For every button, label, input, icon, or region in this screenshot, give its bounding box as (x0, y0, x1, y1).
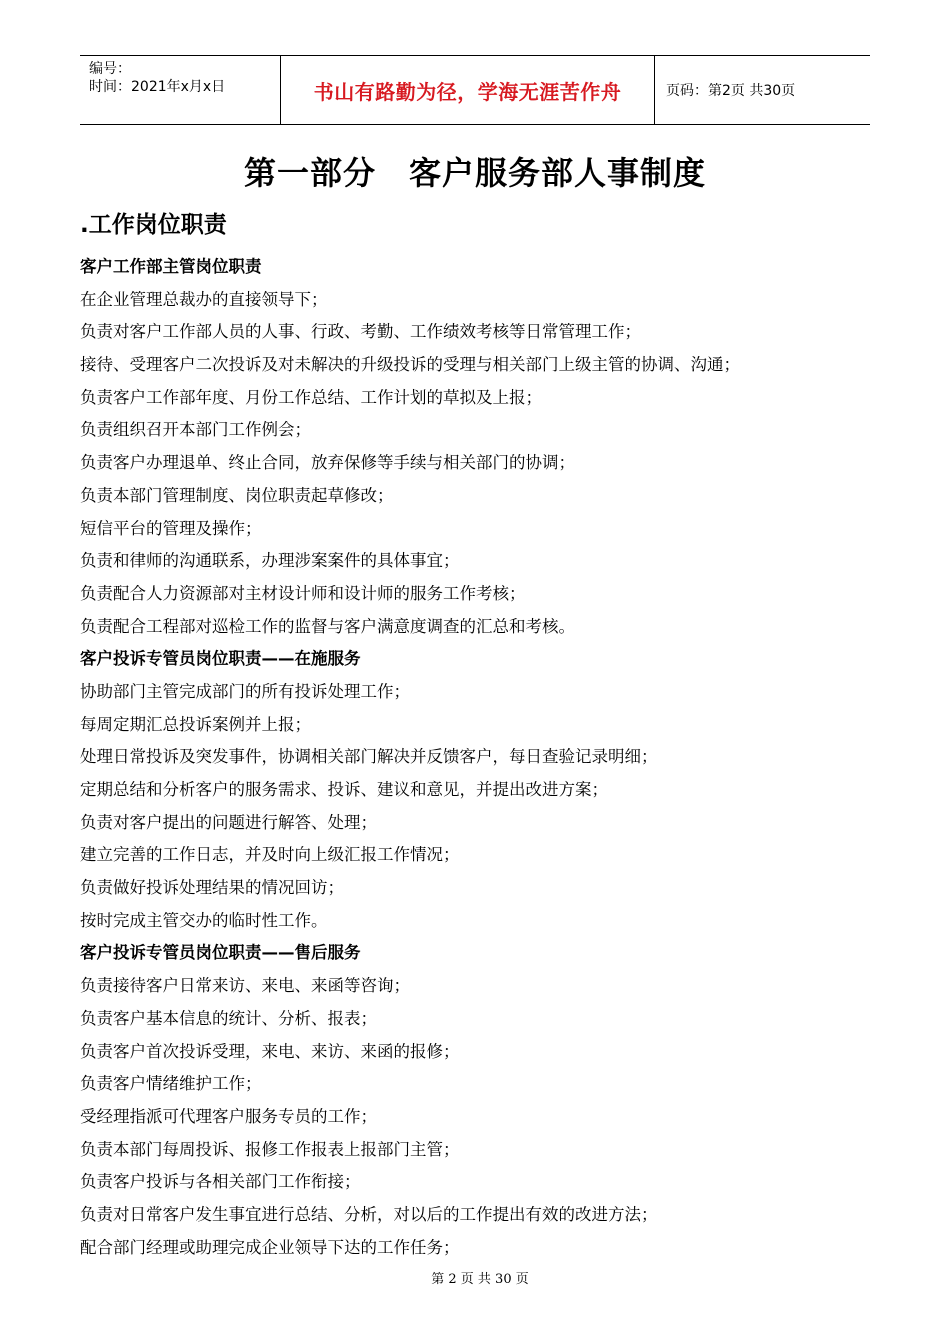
header-page-info (655, 56, 870, 124)
body-line: 负责客户首次投诉受理，来电、来访、来函的报修； (80, 1041, 460, 1061)
body-line: 负责本部门管理制度、岗位职责起草修改； (80, 485, 394, 505)
body-line: 短信平台的管理及操作； (80, 518, 262, 538)
body-line: 负责客户投诉与各相关部门工作衔接； (80, 1172, 361, 1192)
body-line: 建立完善的工作日志，并及时向上级汇报工作情况； (80, 845, 460, 865)
body-line: 负责配合人力资源部对主材设计师和设计师的服务工作考核； (80, 583, 526, 603)
body-line: 负责做好投诉处理结果的情况回访； (80, 878, 344, 898)
document-number-label: 编号： (89, 61, 131, 77)
header-meta (80, 56, 281, 124)
body-line: 负责对日常客户发生事宜进行总结、分析，对以后的工作提出有效的改进方法； (80, 1204, 658, 1224)
body-line: 负责和律师的沟通联系，办理涉案案件的具体事宜； (80, 551, 460, 571)
subsection-heading: 客户投诉专管员岗位职责——在施服务 (80, 649, 361, 669)
body-line: 负责接待客户日常来访、来电、来函等咨询； (80, 976, 410, 996)
body-line: 负责组织召开本部门工作例会； (80, 420, 311, 440)
document-body (80, 251, 870, 1264)
body-line: 处理日常投诉及突发事件，协调相关部门解决并反馈客户，每日查验记录明细； (80, 747, 658, 767)
subsection-heading: 客户投诉专管员岗位职责——售后服务 (80, 943, 361, 963)
motto-text: 书山有路勤为径，学海无涯苦作舟 (313, 79, 622, 104)
body-line: 负责客户工作部年度、月份工作总结、工作计划的草拟及上报； (80, 387, 542, 407)
body-line: 在企业管理总裁办的直接领导下； (80, 289, 328, 309)
header-motto (281, 56, 655, 124)
body-line: 受经理指派可代理客户服务专员的工作； (80, 1106, 377, 1126)
body-line: 负责客户情绪维护工作； (80, 1074, 262, 1094)
subsection-heading: 客户工作部主管岗位职责 (80, 257, 262, 276)
page-footer: 第 2 页 共 30 页 (431, 1272, 529, 1287)
section-heading: .工作岗位职责 (80, 212, 227, 238)
body-line: 负责对客户提出的问题进行解答、处理； (80, 812, 377, 832)
document-time-label: 时间：2021年x月x日 (89, 79, 226, 95)
body-line: 定期总结和分析客户的服务需求、投诉、建议和意见，并提出改进方案； (80, 780, 608, 799)
body-line: 负责本部门每周投诉、报修工作报表上报部门主管； (80, 1139, 460, 1159)
body-line: 协助部门主管完成部门的所有投诉处理工作； (80, 681, 410, 701)
page-header (80, 55, 870, 125)
document-title: 第一部分 客户服务部人事制度 (243, 154, 706, 192)
body-line: 每周定期汇总投诉案例并上报； (80, 714, 311, 734)
body-line: 配合部门经理或助理完成企业领导下达的工作任务； (80, 1237, 460, 1257)
body-line: 负责客户基本信息的统计、分析、报表； (80, 1008, 377, 1028)
body-line: 负责客户办理退单、终止合同，放弃保修等手续与相关部门的协调； (80, 453, 575, 473)
body-line: 负责对客户工作部人员的人事、行政、考勤、工作绩效考核等日常管理工作； (80, 322, 641, 342)
body-line: 接待、受理客户二次投诉及对未解决的升级投诉的受理与相关部门上级主管的协调、沟通； (80, 355, 740, 375)
page-info-text: 页码：第2页 共30页 (666, 83, 796, 99)
body-line: 按时完成主管交办的临时性工作。 (80, 910, 328, 930)
body-line: 负责配合工程部对巡检工作的监督与客户满意度调查的汇总和考核。 (80, 616, 575, 636)
